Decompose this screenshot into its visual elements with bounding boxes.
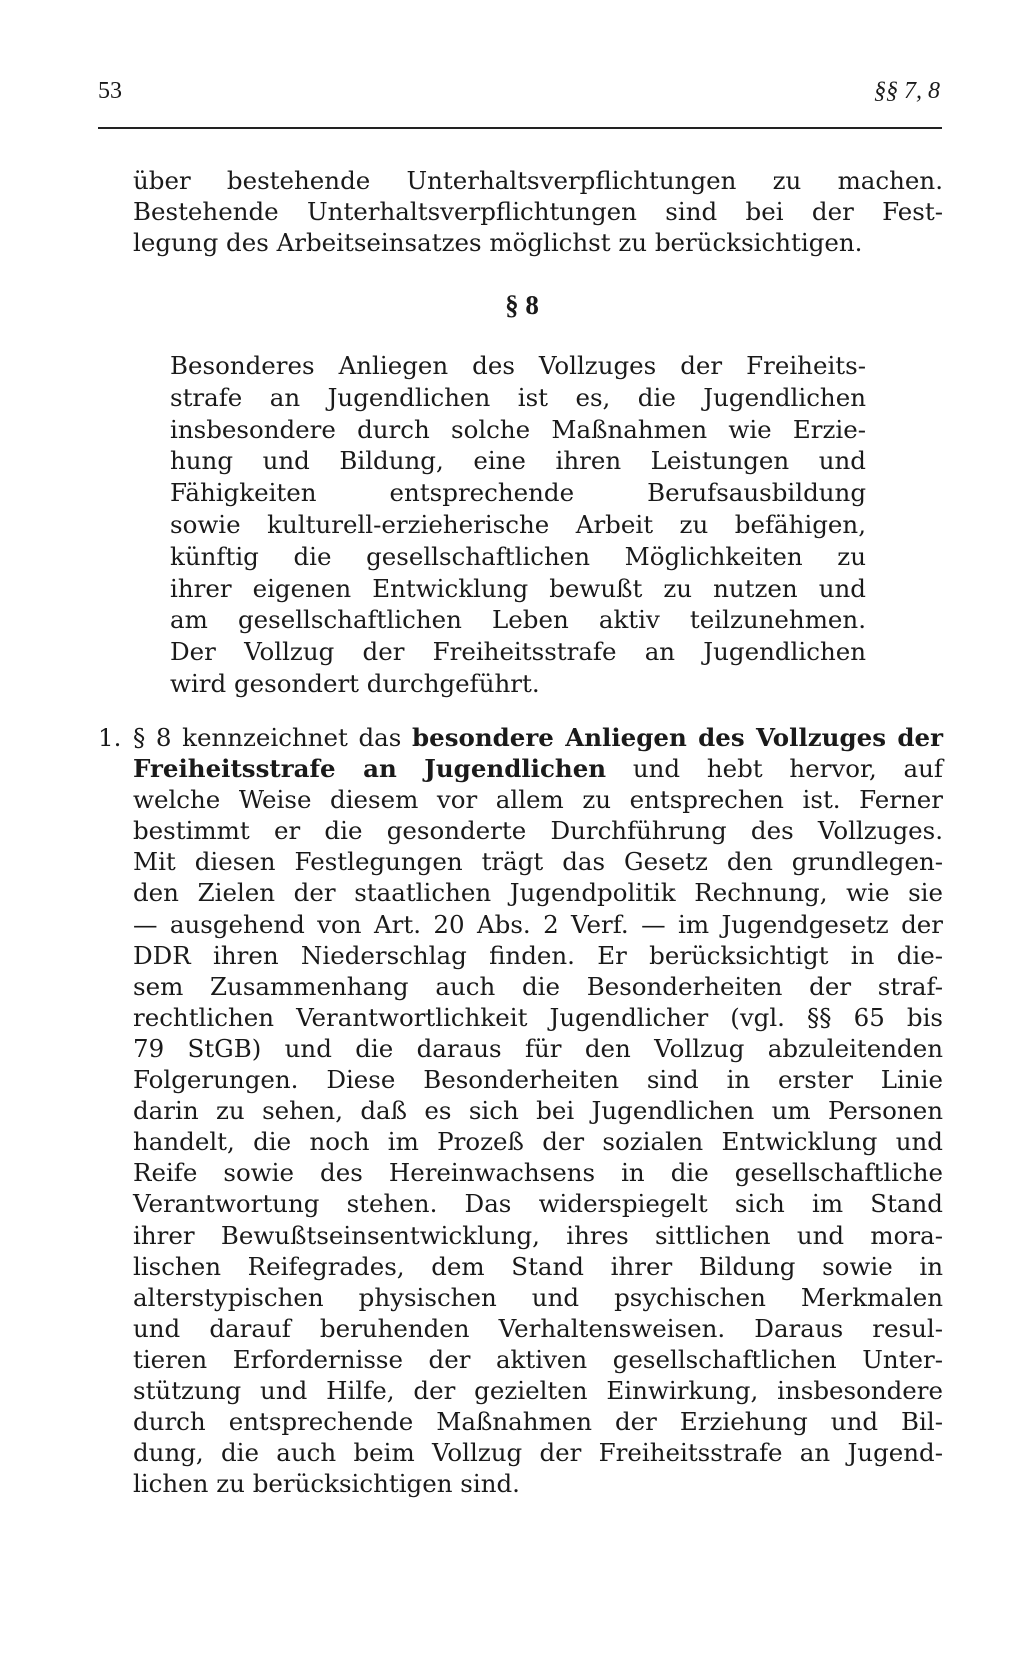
- text-line: insbesondere durch solche Maßnahmen wie Erzie-: [170, 414, 866, 444]
- text-line: Fähigkeiten entsprechende Berufsausbildung: [170, 478, 866, 508]
- text-line: sowie kulturell-erzieherische Arbeit zu befähigen,: [170, 509, 866, 539]
- text-line: Der Vollzug der Freiheitsstrafe an Jugendlichen: [170, 637, 866, 667]
- text-line: Bestehende Unterhaltsverpflichtungen sind bei der Fest-: [133, 197, 943, 226]
- text-line: 79 StGB) und die daraus für den Vollzug abzuleitenden: [133, 1033, 943, 1063]
- header-rule: [98, 127, 942, 129]
- text-line: bestimmt er die gesonderte Durchführung des Vollzuges.: [133, 816, 943, 846]
- text-line: am gesellschaftlichen Leben aktiv teilzunehmen.: [170, 605, 866, 635]
- text-line: Reife sowie des Hereinwachsens in die gesellschaftliche: [133, 1158, 943, 1188]
- text-line: über bestehende Unterhaltsverpflichtungen zu machen.: [133, 166, 943, 195]
- text-line: ihrer Bewußtseinsentwicklung, ihres sittlichen und mora-: [133, 1220, 943, 1250]
- law-text-paragraph: [170, 350, 866, 700]
- running-section-reference: §§ 7, 8: [874, 78, 940, 104]
- text-line: DDR ihren Niederschlag finden. Er berücksichtigt in die-: [133, 940, 943, 970]
- page-header: [98, 78, 940, 110]
- text-line: Mit diesen Festlegungen trägt das Gesetz den grundlegen-: [133, 847, 943, 877]
- text-line: strafe an Jugendlichen ist es, die Jugendlichen: [170, 382, 866, 412]
- text-line: künftig die gesellschaftlichen Möglichkeiten zu: [170, 541, 866, 571]
- text-line: legung des Arbeitseinsatzes möglichst zu berücksichtigen.: [133, 228, 863, 257]
- commentary-item-number: 1.: [98, 723, 122, 752]
- emphasis-text: Freiheitsstrafe an Jugendlichen: [133, 754, 607, 784]
- commentary-text: und hebt hervor, auf: [606, 754, 943, 784]
- text-line: stützung und Hilfe, der gezielten Einwirkung, insbesondere: [133, 1375, 943, 1405]
- text-line: wird gesondert durchgeführt.: [170, 668, 540, 698]
- commentary-paragraph: [133, 722, 943, 1499]
- emphasis-text: besondere Anliegen des Vollzuges der: [411, 723, 943, 752]
- text-line: dung, die auch beim Vollzug der Freiheitsstrafe an Jugend-: [133, 1438, 943, 1468]
- text-line: handelt, die noch im Prozeß der sozialen Entwicklung und: [133, 1127, 943, 1157]
- continuation-paragraph: [133, 165, 943, 258]
- text-line: darin zu sehen, daß es sich bei Jugendlichen um Personen: [133, 1096, 943, 1126]
- text-line: hung und Bildung, eine ihren Leistungen und: [170, 446, 866, 476]
- text-line: sem Zusammenhang auch die Besonderheiten der straf-: [133, 971, 943, 1001]
- text-line: rechtlichen Verantwortlichkeit Jugendlicher (vgl. §§ 65 bis: [133, 1002, 943, 1032]
- text-line: und darauf beruhenden Verhaltensweisen. Daraus resul-: [133, 1313, 943, 1343]
- text-line: lichen zu berücksichtigen sind.: [133, 1469, 520, 1499]
- commentary-intro: § 8 kennzeichnet das: [133, 723, 412, 752]
- text-line: — ausgehend von Art. 20 Abs. 2 Verf. — im Jugendgesetz der: [133, 909, 943, 939]
- text-line: Folgerungen. Diese Besonderheiten sind in erster Linie: [133, 1065, 943, 1095]
- text-line: Verantwortung stehen. Das widerspiegelt sich im Stand: [133, 1189, 943, 1219]
- text-line: tieren Erfordernisse der aktiven gesellschaftlichen Unter-: [133, 1344, 943, 1374]
- text-line: ihrer eigenen Entwicklung bewußt zu nutzen und: [170, 573, 866, 603]
- text-line: durch entsprechende Maßnahmen der Erziehung und Bil-: [133, 1407, 943, 1437]
- text-line: alterstypischen physischen und psychischen Merkmalen: [133, 1282, 943, 1312]
- text-line: [133, 753, 943, 784]
- page-number: 53: [98, 78, 122, 104]
- text-line: den Zielen der staatlichen Jugendpolitik Rechnung, wie sie: [133, 878, 943, 908]
- text-line: welche Weise diesem vor allem zu entsprechen ist. Ferner: [133, 785, 943, 815]
- text-line: lischen Reifegrades, dem Stand ihrer Bildung sowie in: [133, 1251, 943, 1281]
- section-heading: § 8: [505, 290, 539, 320]
- text-line: Besonderes Anliegen des Vollzuges der Freiheits-: [170, 351, 866, 380]
- text-line: [133, 722, 943, 753]
